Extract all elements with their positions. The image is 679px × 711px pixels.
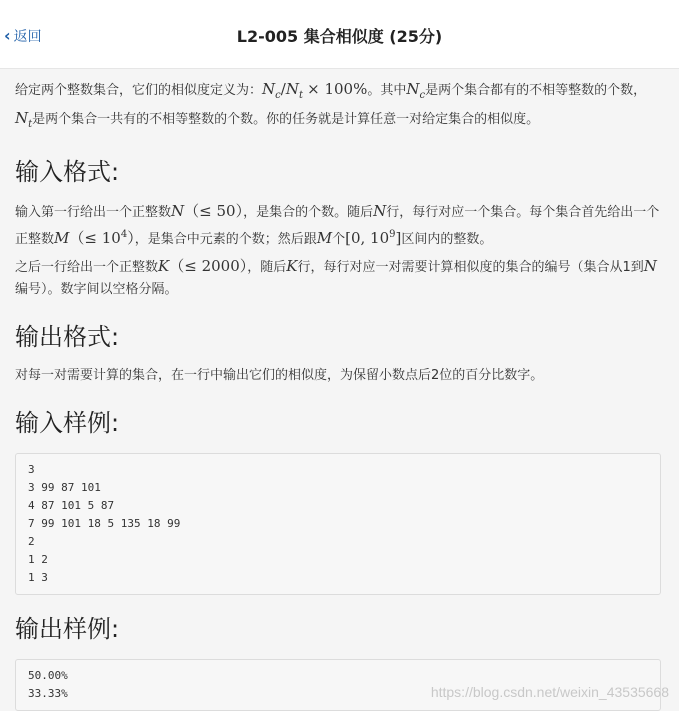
input-format-paragraph-2: 之后一行给出一个正整数K（≤ 2000），随后K行，每行对应一对需要计算相似度的集合的编号（集合从1到N编号）。数字间以空格分隔。 <box>15 257 657 297</box>
code-line: 1 3 <box>28 571 48 584</box>
output-format-paragraph: 对每一对需要计算的集合，在一行中输出它们的相似度，为保留小数点后2位的百分比数字。 <box>15 368 544 383</box>
watermark: https://blog.csdn.net/weixin_43535668 <box>430 684 669 700</box>
page-title: L2-005 集合相似度 (25分) <box>236 27 443 46</box>
math-nt: $N_t$ <box>285 80 303 101</box>
code-line: 3 <box>28 463 35 476</box>
input-format-paragraph-1: 输入第一行给出一个正整数N（≤ 50），是集合的个数。随后N行，每行对应一个集合。每个集合首先给出一个正整数$M(\le 10^4)$，是集合中元素的个数；然后跟M个[0, $10^9$]区间内的整数。 <box>15 202 660 247</box>
sample-input-code <box>15 453 661 595</box>
text-rest: 是两个集合都有的不相等整数的个数， <box>425 83 647 98</box>
code-line: 50.00% <box>28 669 68 682</box>
sample-output-heading: 输出样例: <box>15 615 120 643</box>
code-line: 3 99 87 101 <box>28 481 101 494</box>
math-nc: $N_c$ <box>262 80 281 101</box>
problem-content <box>15 78 663 711</box>
text-tail: 是两个集合一共有的不相等整数的个数。你的任务就是计算任意一对给定集合的相似度。 <box>32 112 540 127</box>
top-bar <box>0 0 679 69</box>
text-intro: 给定两个整数集合，它们的相似度定义为： <box>15 83 263 98</box>
back-label: 返回 <box>13 29 42 45</box>
math-nc-2: $N_c$ <box>406 80 426 101</box>
text-mid: 。其中 <box>367 83 407 98</box>
code-line: 1 2 <box>28 553 48 566</box>
output-format-heading: 输出格式: <box>15 323 120 351</box>
chevron-left-icon: ‹ <box>4 26 11 45</box>
code-line: 4 87 101 5 87 <box>28 499 115 512</box>
description-paragraph <box>15 78 663 136</box>
math-slash: / <box>280 80 286 98</box>
code-line: 33.33% <box>28 687 68 700</box>
code-line: 7 99 101 18 5 135 18 99 <box>28 517 181 530</box>
math-nt-2: $N_t$ <box>15 109 33 130</box>
input-format-heading: 输入格式: <box>15 158 120 186</box>
math-times: × 100% <box>307 80 368 98</box>
sample-input-heading: 输入样例: <box>15 409 120 437</box>
code-line: 2 <box>28 535 35 548</box>
